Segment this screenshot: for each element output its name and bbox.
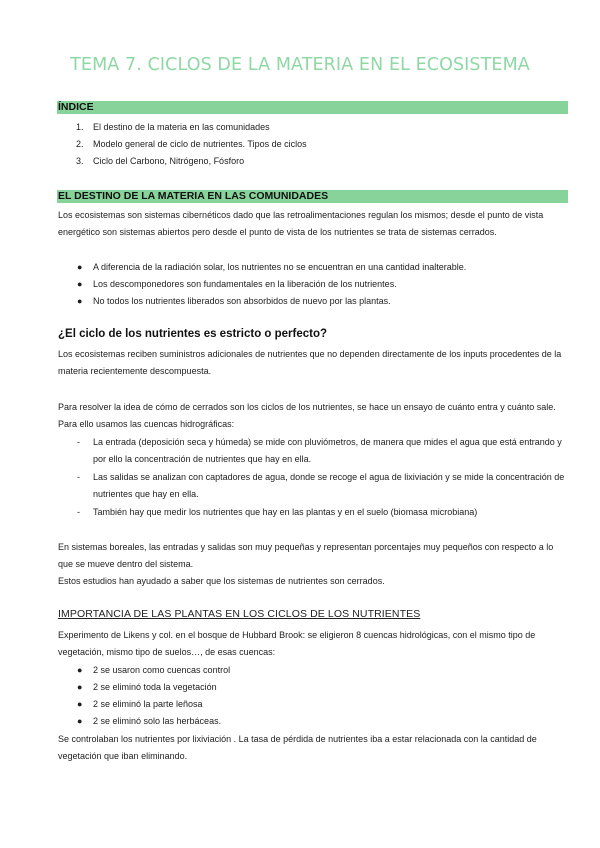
dash-marker: -: [77, 437, 80, 447]
list-item: La entrada (deposición seca y húmeda) se mide con pluviómetros, de manera que mides el agua que está entrando y por ello la concentración de nutrientes que hay en ella.: [93, 437, 562, 464]
dash-marker: -: [77, 507, 80, 517]
section2-paragraph-4: Estos estudios han ayudado a saber que los sistemas de nutrientes son cerrados.: [58, 576, 385, 586]
index-item-2: Modelo general de ciclo de nutrientes. Tipos de ciclos: [93, 139, 307, 149]
dash-marker: -: [77, 472, 80, 482]
list-item: 2 se eliminó la parte leñosa: [93, 699, 203, 709]
section2-paragraph-2: Para resolver la idea de cómo de cerrados son los ciclos de los nutrientes, se hace un ensayo de cuánto entra y cuánto sale. Para ello usamos las cuencas hidrográficas:: [58, 402, 556, 429]
bullet-marker: ●: [77, 716, 83, 726]
section-heading-importancia: IMPORTANCIA DE LAS PLANTAS EN LOS CICLOS DE LOS NUTRIENTES: [58, 608, 421, 620]
bullet-marker: ●: [77, 699, 83, 709]
index-item-number: 1.: [76, 122, 84, 132]
list-item: También hay que medir los nutrientes que hay en las plantas y en el suelo (biomasa microbiana): [93, 507, 478, 517]
section1-intro: Los ecosistemas son sistemas cibernéticos dado que las retroalimentaciones regulan los mismos; desde el punto de vista energético son sistemas abiertos pero desde el punto de vista de los nutrientes se trata de sistemas cerrados.: [58, 210, 544, 237]
list-item: No todos los nutrientes liberados son absorbidos de nuevo por las plantas.: [93, 296, 391, 306]
index-item-number: 2.: [76, 139, 84, 149]
bullet-marker: ●: [77, 682, 83, 692]
index-item-3: Ciclo del Carbono, Nitrógeno, Fósforo: [93, 156, 245, 166]
document-title: TEMA 7. CICLOS DE LA MATERIA EN EL ECOSISTEMA: [70, 55, 530, 75]
list-item: 2 se eliminó toda la vegetación: [93, 682, 217, 692]
subheading-ciclo-nutrientes: ¿El ciclo de los nutrientes es estricto o perfecto?: [58, 328, 328, 340]
bullet-marker: ●: [77, 296, 83, 306]
list-item: 2 se eliminó solo las herbáceas.: [93, 716, 222, 726]
bullet-marker: ●: [77, 665, 83, 675]
list-item: Las salidas se analizan con captadores de agua, donde se recoge el agua de lixiviación y se mide la concentración de nutrientes que hay en ella.: [93, 472, 565, 499]
bullet-marker: ●: [77, 279, 83, 289]
list-item: 2 se usaron como cuencas control: [93, 665, 231, 675]
section3-paragraph-1: Experimento de Likens y col. en el bosque de Hubbard Brook: se eligieron 8 cuencas hidrológicas, con el mismo tipo de vegetación, mismo tipo de suelos…, de esas cuencas:: [58, 630, 536, 657]
section3-paragraph-2: Se controlaban los nutrientes por lixiviación . La tasa de pérdida de nutrientes iba a estar relacionada con la cantidad de vegetación que iban eliminando.: [58, 734, 537, 761]
section2-paragraph-3: En sistemas boreales, las entradas y salidas son muy pequeñas y representan porcentajes muy pequeños con respecto a lo que se mueve dentro del sistema.: [58, 542, 554, 569]
bullet-marker: ●: [77, 262, 83, 272]
list-item: Los descomponedores son fundamentales en la liberación de los nutrientes.: [93, 279, 397, 289]
section2-paragraph-1: Los ecosistemas reciben suministros adicionales de nutrientes que no dependen directamente de los inputs procedentes de la materia recientemente descompuesta.: [58, 349, 562, 376]
index-item-1: El destino de la materia en las comunidades: [93, 122, 270, 132]
index-heading: ÍNDICE: [57, 101, 568, 114]
index-item-number: 3.: [76, 156, 84, 166]
list-item: A diferencia de la radiación solar, los nutrientes no se encuentran en una cantidad inalterable.: [93, 262, 467, 272]
section-heading-destino: EL DESTINO DE LA MATERIA EN LAS COMUNIDADES: [57, 190, 568, 203]
